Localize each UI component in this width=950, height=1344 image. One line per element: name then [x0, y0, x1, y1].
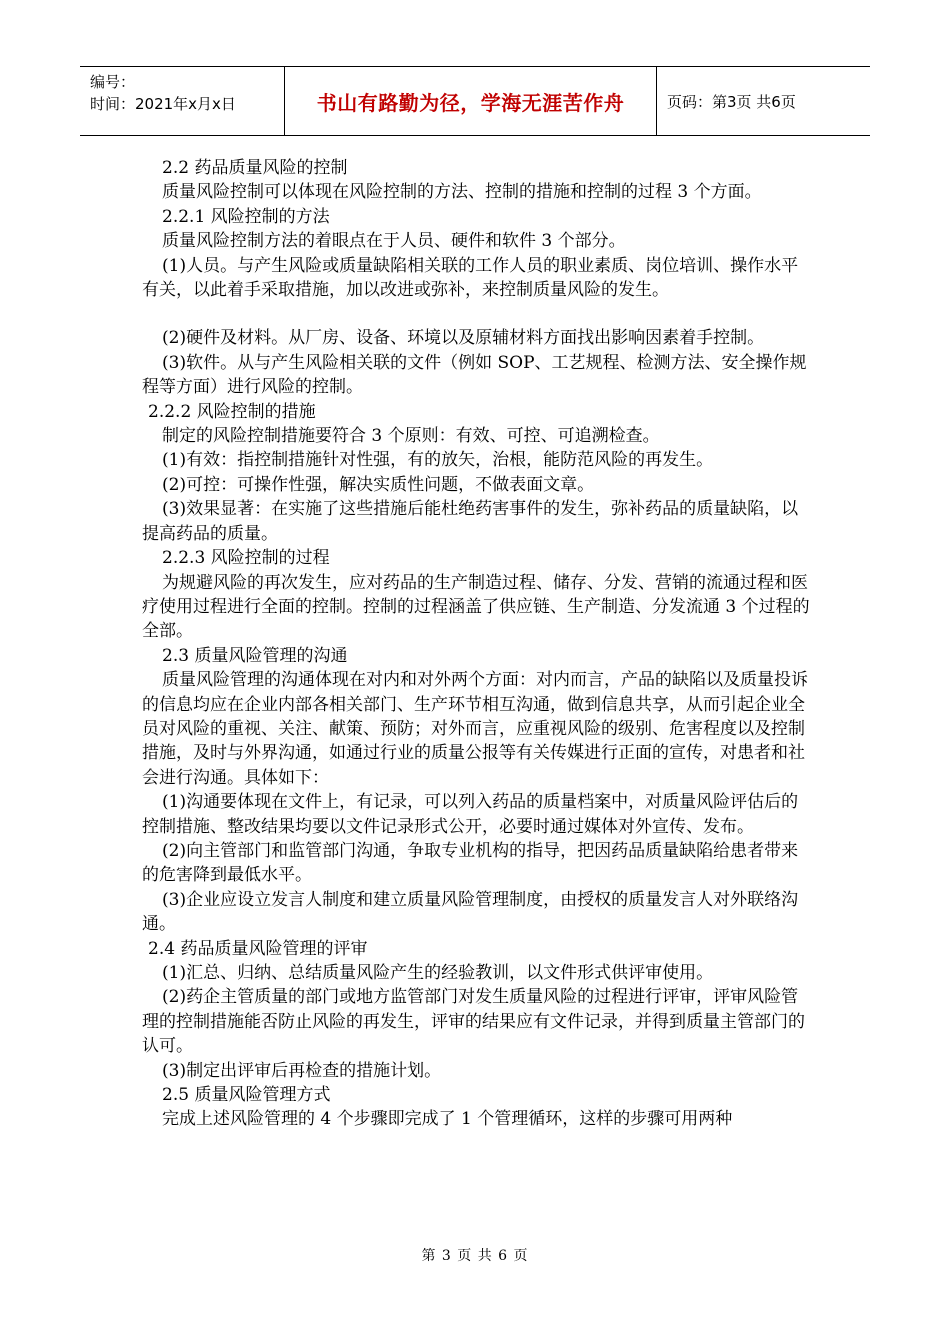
page-header — [80, 66, 870, 136]
paragraph: (2)药企主管质量的部门或地方监管部门对发生质量风险的过程进行评审，评审风险管理的控制措施能否防止风险的再发生，评审的结果应有文件记录，并得到质量主管部门的认可。 — [142, 987, 805, 1057]
section-heading-2-4: 2.4 药品质量风险管理的评审 — [148, 938, 368, 959]
paragraph: (3)制定出评审后再检查的措施计划。 — [162, 1060, 442, 1081]
header-motto: 书山有路勤为径，学海无涯苦作舟 — [285, 67, 657, 135]
paragraph: 完成上述风险管理的 4 个步骤即完成了 1 个管理循环，这样的步骤可用两种 — [162, 1109, 733, 1130]
paragraph: 为规避风险的再次发生，应对药品的生产制造过程、储存、分发、营销的流通过程和医疗使用过程进行全面的控制。控制的过程涵盖了供应链、生产制造、分发流通 3 个过程的全部。 — [142, 572, 810, 642]
header-meta — [80, 67, 285, 135]
paragraph: (2)向主管部门和监管部门沟通，争取专业机构的指导，把因药品质量缺陷给患者带来的危害降到最低水平。 — [142, 840, 799, 886]
document-body — [142, 156, 812, 1132]
section-heading-2-2: 2.2 药品质量风险的控制 — [162, 158, 348, 178]
document-date-label: 时间：2021年x月x日 — [90, 95, 236, 113]
header-page-info: 页码：第3页 共6页 — [667, 92, 796, 111]
paragraph: 质量风险管理的沟通体现在对内和对外两个方面：对内而言，产品的缺陷以及质量投诉的信息均应在企业内部各相关部门、生产环节相互沟通，做到信息共享，从而引起企业全员对风险的重视、关注、献策、预防；对外而言，应重视风险的级别、危害程度以及控制措施，及时与外界沟通，如通过行业的质量公报等有关传媒进行正面的宣传，对患者和社会进行沟通。具体如下： — [142, 670, 808, 788]
paragraph: (2)可控：可操作性强，解决实质性问题，不做表面文章。 — [162, 474, 595, 495]
paragraph: (1)沟通要体现在文件上，有记录，可以列入药品的质量档案中，对质量风险评估后的控制措施、整改结果均要以文件记录形式公开，必要时通过媒体对外宣传、发布。 — [142, 792, 799, 837]
paragraph: (3)效果显著：在实施了这些措施后能杜绝药害事件的发生，弥补药品的质量缺陷，以提高药品的质量。 — [142, 499, 799, 544]
section-heading-2-5: 2.5 质量风险管理方式 — [162, 1085, 331, 1106]
section-heading-2-3: 2.3 质量风险管理的沟通 — [162, 645, 348, 666]
paragraph: (1)汇总、归纳、总结质量风险产生的经验教训，以文件形式供评审使用。 — [162, 963, 714, 983]
section-heading-2-2-3: 2.2.3 风险控制的过程 — [162, 548, 330, 569]
paragraph: (3)软件。从与产生风险相关联的文件（例如 SOP、工艺规程、检测方法、安全操作规程等方面）进行风险的控制。 — [142, 352, 807, 398]
document-number-label: 编号： — [90, 73, 136, 91]
paragraph: (1)有效：指控制措施针对性强，有的放矢，治根，能防范风险的再发生。 — [162, 450, 714, 471]
section-heading-2-2-2: 2.2.2 风险控制的措施 — [148, 401, 316, 422]
paragraph: (1)人员。与产生风险或质量缺陷相关联的工作人员的职业素质、岗位培训、操作水平有关，以此着手采取措施，加以改进或弥补，来控制质量风险的发生。 — [142, 255, 799, 301]
paragraph: 质量风险控制可以体现在风险控制的方法、控制的措施和控制的过程 3 个方面。 — [162, 182, 762, 203]
paragraph: (2)硬件及材料。从厂房、设备、环境以及原辅材料方面找出影响因素着手控制。 — [162, 328, 765, 349]
paragraph: 制定的风险控制措施要符合 3 个原则：有效、可控、可追溯检查。 — [162, 426, 660, 447]
section-heading-2-2-1: 2.2.1 风险控制的方法 — [162, 206, 330, 227]
paragraph: (3)企业应设立发言人制度和建立质量风险管理制度，由授权的质量发言人对外联络沟通。 — [142, 889, 799, 935]
paragraph: 质量风险控制方法的着眼点在于人员、硬件和软件 3 个部分。 — [162, 231, 626, 252]
page-footer: 第 3 页 共 6 页 — [421, 1248, 529, 1264]
